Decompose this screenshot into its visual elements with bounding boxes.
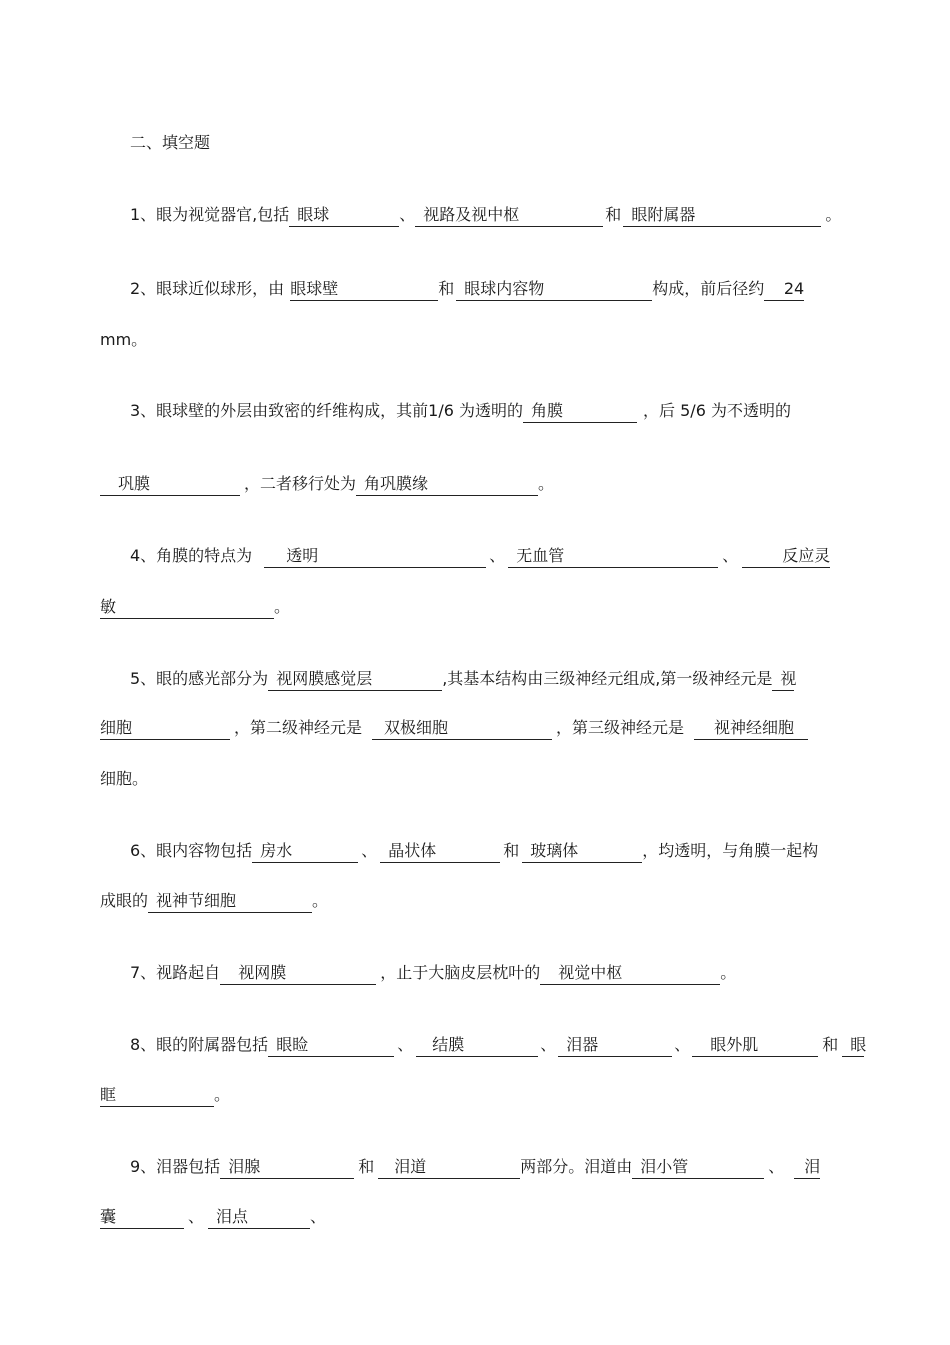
q6-blank-1[interactable]: 房水 [252,840,358,863]
q5-blank-2[interactable]: 视 [772,668,794,691]
q9-blank-4-cont[interactable]: 囊 [100,1206,184,1229]
q5-blank-3[interactable]: 双极细胞 [372,717,552,740]
q4-blank-1[interactable]: 透明 [264,545,486,568]
q5-blank-2-cont[interactable]: 细胞 [100,717,230,740]
q7-blank-2[interactable]: 视觉中枢 [540,962,720,985]
section-title: 二、填空题 [130,133,211,152]
q8-sep-4: 和 [822,1035,839,1054]
q4-text: 4、角膜的特点为 [130,546,253,565]
q8-blank-4[interactable]: 眼外肌 [692,1034,818,1057]
q6-text: 6、眼内容物包括 [130,841,253,860]
q4-blank-3-cont[interactable]: 敏 [100,596,274,619]
q6-end: 。 [312,891,329,910]
q8-sep-2: 、 [540,1035,557,1054]
q8-blank-5-cont[interactable]: 眶 [100,1084,214,1107]
q1-blank-3[interactable]: 眼附属器 [623,204,821,227]
q6-blank-2[interactable]: 晶状体 [380,840,500,863]
q3-end: 。 [538,474,555,493]
q1-blank-2[interactable]: 视路及视中枢 [415,204,603,227]
question-3-cont [100,473,554,496]
q3-blank-3[interactable]: 角巩膜缘 [356,473,538,496]
q4-blank-2[interactable]: 无血管 [508,545,718,568]
question-6 [130,840,818,863]
q4-blank-3[interactable]: 反应灵 [742,545,830,568]
q8-sep-1: 、 [397,1035,414,1054]
q5-text: 5、眼的感光部分为 [130,669,269,688]
q1-sep-1: 、 [399,205,416,224]
q6-text-2: 成眼的 [100,891,149,910]
q6-blank-3[interactable]: 玻璃体 [522,840,642,863]
q8-blank-2[interactable]: 结膜 [416,1034,538,1057]
q6-blank-4[interactable]: 视神节细胞 [148,890,312,913]
q3-blank-2[interactable]: 巩膜 [100,473,240,496]
q8-sep-3: 、 [674,1035,691,1054]
q5-end: 细胞。 [100,769,149,788]
q2-end: mm。 [100,330,148,349]
q7-text: 7、视路起自 [130,963,221,982]
question-1 [130,204,841,227]
question-2-cont [100,329,147,351]
question-4-cont [100,596,290,619]
question-5-cont [100,717,808,740]
question-8-cont [100,1084,230,1107]
q9-sep-2: 两部分。泪道由 [520,1157,633,1176]
q4-sep-1: 、 [489,546,506,565]
q9-sep-3: 、 [768,1157,785,1176]
q3-text: 3、眼球壁的外层由致密的纤维构成，其前1/6 为透明的 [130,401,524,420]
q8-end: 。 [214,1085,231,1104]
q2-blank-3[interactable]: 24 [764,278,804,301]
q9-blank-3[interactable]: 泪小管 [632,1156,764,1179]
question-8 [130,1034,867,1057]
q3-sep-1: ，后 5/6 为不透明的 [643,401,791,420]
question-4 [130,545,830,568]
question-3 [130,400,791,423]
q2-blank-2[interactable]: 眼球内容物 [456,278,652,301]
q4-sep-2: 、 [722,546,739,565]
q7-blank-1[interactable]: 视网膜 [220,962,376,985]
q6-sep-1: 、 [361,841,378,860]
q2-sep-2: 构成，前后径约 [652,279,765,298]
question-2 [130,278,804,301]
q3-sep-2: ，二者移行处为 [244,474,357,493]
q2-text: 2、眼球近似球形，由 [130,279,285,298]
q1-end: 。 [825,205,842,224]
q6-sep-2: 和 [503,841,520,860]
q5-sep-1: ,其基本结构由三级神经元组成,第一级神经元是 [442,669,773,688]
q7-sep-1: ，止于大脑皮层枕叶的 [380,963,541,982]
q9-blank-2[interactable]: 泪道 [378,1156,520,1179]
q1-sep-2: 和 [605,205,622,224]
q5-sep-3: ，第三级神经元是 [556,718,685,737]
q8-blank-1[interactable]: 眼睑 [268,1034,394,1057]
q5-blank-4[interactable]: 视神经细胞 [694,717,808,740]
q3-blank-1[interactable]: 角膜 [523,400,637,423]
q8-text: 8、眼的附属器包括 [130,1035,269,1054]
q1-text: 1、眼为视觉器官,包括 [130,205,290,224]
q8-blank-3[interactable]: 泪器 [558,1034,672,1057]
q9-blank-5[interactable]: 泪点 [208,1206,310,1229]
q9-end: 、 [310,1207,327,1226]
question-9-cont [100,1206,326,1229]
q4-end: 。 [274,597,291,616]
question-5-end [100,768,148,790]
question-7 [130,962,736,985]
q9-sep-4: 、 [188,1207,205,1226]
question-9 [130,1156,820,1179]
q1-blank-1[interactable]: 眼球 [289,204,399,227]
question-6-cont [100,890,328,913]
q5-sep-2: ，第二级神经元是 [234,718,363,737]
q2-blank-1[interactable]: 眼球壁 [290,278,438,301]
q7-end: 。 [720,963,737,982]
q9-blank-4[interactable]: 泪 [794,1156,820,1179]
q2-sep-1: 和 [438,279,455,298]
q5-blank-1[interactable]: 视网膜感觉层 [268,668,442,691]
q8-blank-5[interactable]: 眼 [842,1034,864,1057]
question-5 [130,668,797,691]
q9-sep-1: 和 [358,1157,375,1176]
q9-text: 9、泪器包括 [130,1157,221,1176]
q6-sep-3: ，均透明，与角膜一起构 [642,841,819,860]
q9-blank-1[interactable]: 泪腺 [220,1156,354,1179]
